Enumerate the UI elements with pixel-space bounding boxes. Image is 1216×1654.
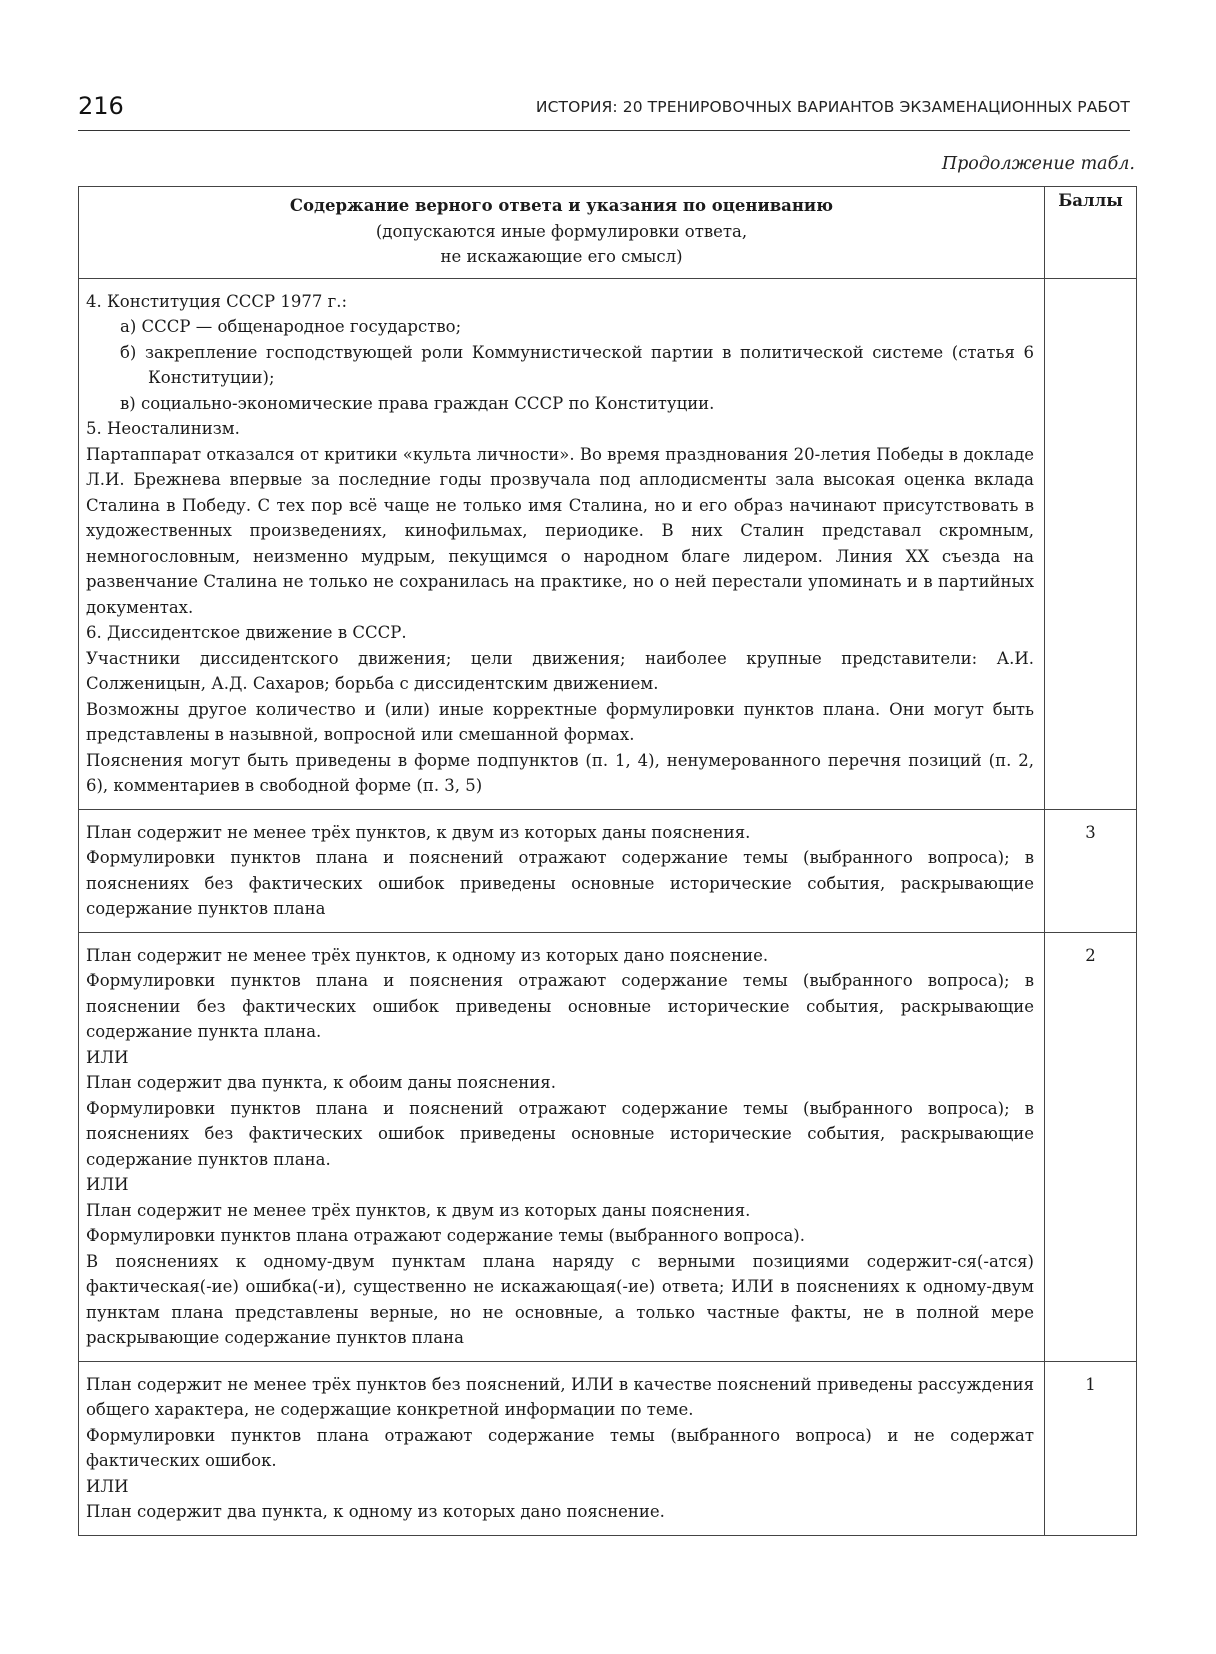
answer-content-cell: [79, 278, 1045, 809]
criteria-2-p2: Формулировки пунктов плана и пояснения отражают содержание темы (выбранного вопроса); в пояснении без фактических ошибок приведены основные исторические события, раскрывающие содержание пункта плана.: [86, 971, 1034, 1041]
assessment-table: [78, 186, 1137, 1536]
table-row-score-1: [79, 1361, 1137, 1535]
criteria-cell-3: [79, 809, 1045, 932]
item-6-title: 6. Диссидентское движение в СССР.: [86, 623, 407, 642]
criteria-1-p1: План содержит не менее трёх пунктов без пояснений, ИЛИ в качестве пояснений приведены рассуждения общего характера, не содержащие конкретной информации по теме.: [86, 1374, 1034, 1419]
page-number: 216: [78, 92, 124, 120]
criteria-2-or-2: ИЛИ: [86, 1175, 129, 1194]
header-line-3: не искажающие его смысл): [440, 247, 683, 266]
column-header-score: Баллы: [1045, 187, 1137, 279]
criteria-2-p1: План содержит не менее трёх пунктов, к одному из которых дано пояснение.: [86, 945, 769, 965]
score-cell-empty: [1045, 278, 1137, 809]
criteria-2-p4: Формулировки пунктов плана и пояснений отражают содержание темы (выбранного вопроса); в пояснениях без фактических ошибок приведены основные исторические события, раскрывающие содержание пунктов плана.: [86, 1098, 1034, 1169]
item-5-title: 5. Неосталинизм.: [86, 419, 240, 438]
page-header: [78, 92, 1130, 131]
running-title: ИСТОРИЯ: 20 ТРЕНИРОВОЧНЫХ ВАРИАНТОВ ЭКЗАМЕНАЦИОННЫХ РАБОТ: [535, 98, 1130, 116]
criteria-1-or-1: ИЛИ: [86, 1476, 129, 1496]
criteria-1-p3: План содержит два пункта, к одному из которых дано пояснение.: [86, 1502, 665, 1521]
score-value-3: 3: [1045, 809, 1137, 932]
criteria-3-p2: Формулировки пунктов плана и пояснений отражают содержание темы (выбранного вопроса); в пояснениях без фактических ошибок приведены основные исторические события, раскрывающие содержание пунктов плана: [86, 848, 1034, 918]
table-header-row: [79, 187, 1137, 279]
note-2: Пояснения могут быть приведены в форме подпунктов (п. 1, 4), ненумерованного перечня позиций (п. 2, 6), комментариев в свободной форме (п. 3, 5): [86, 750, 1034, 795]
criteria-2-p3: План содержит два пункта, к обоим даны пояснения.: [86, 1073, 556, 1092]
item-6-text: Участники диссидентского движения; цели движения; наиболее крупные представители: А.И. Солженицын, А.Д. Сахаров; борьба с диссидентским движением.: [86, 648, 1034, 693]
note-1: Возможны другое количество и (или) иные корректные формулировки пунктов плана. Они могут быть представлены в назывной, вопросной или смешанной формах.: [86, 699, 1034, 744]
item-4-b: б) закрепление господствующей роли Коммунистической партии в политической системе (статья 6 Конституции);: [120, 342, 1034, 387]
item-4-c: в) социально-экономические права граждан СССР по Конституции.: [120, 393, 715, 413]
item-4-title: 4. Конституция СССР 1977 г.:: [86, 291, 348, 311]
table-row-score-2: [79, 932, 1137, 1361]
criteria-2-or-1: ИЛИ: [86, 1047, 129, 1067]
criteria-cell-1: [79, 1361, 1045, 1535]
item-4-a: а) СССР — общенародное государство;: [120, 317, 462, 336]
score-value-2: 2: [1045, 932, 1137, 1361]
table-continuation-label: Продолжение табл.: [941, 154, 1135, 174]
score-value-1: 1: [1045, 1361, 1137, 1535]
table-row-answer-content: [79, 278, 1137, 809]
header-line-2: (допускаются иные формулировки ответа,: [375, 221, 748, 241]
column-header-content: [79, 187, 1045, 279]
criteria-2-p7: В пояснениях к одному-двум пунктам плана наряду с верными позициями содержит-ся(-атся) фактическая(-ие) ошибка(-и), существенно не искажающая(-ие) ответа; ИЛИ в пояснениях к одному-двум пунктам плана представлены верные, но не основные, а только частные факты, не в полной мере раскрывающие содержание пунктов плана: [86, 1251, 1034, 1347]
criteria-1-p2: Формулировки пунктов плана отражают содержание темы (выбранного вопроса) и не содержат фактических ошибок.: [86, 1425, 1034, 1470]
criteria-2-p5: План содержит не менее трёх пунктов, к двум из которых даны пояснения.: [86, 1200, 751, 1220]
header-line-1: Содержание верного ответа и указания по оцениванию: [289, 196, 834, 215]
item-5-text: Партаппарат отказался от критики «культа личности». Во время празднования 20-летия Победы в докладе Л.И. Брежнева впервые за последние годы прозвучала под аплодисменты зала высокая оценка вклада Сталина в Победу. С тех пор всё чаще не только имя Сталина, но и его образ начинают присутствовать в художественных произведениях, кинофильмах, периодике. В них Сталин представал скромным, немногословным, неизменно мудрым, пекущимся о народном благе лидером. Линия XX съезда на развенчание Сталина не только не сохранилась на практике, но о ней перестали упоминать и в партийных документах.: [86, 444, 1034, 617]
criteria-3-p1: План содержит не менее трёх пунктов, к двум из которых даны пояснения.: [86, 822, 751, 842]
criteria-2-p6: Формулировки пунктов плана отражают содержание темы (выбранного вопроса).: [86, 1226, 805, 1245]
table-row-score-3: [79, 809, 1137, 932]
criteria-cell-2: [79, 932, 1045, 1361]
